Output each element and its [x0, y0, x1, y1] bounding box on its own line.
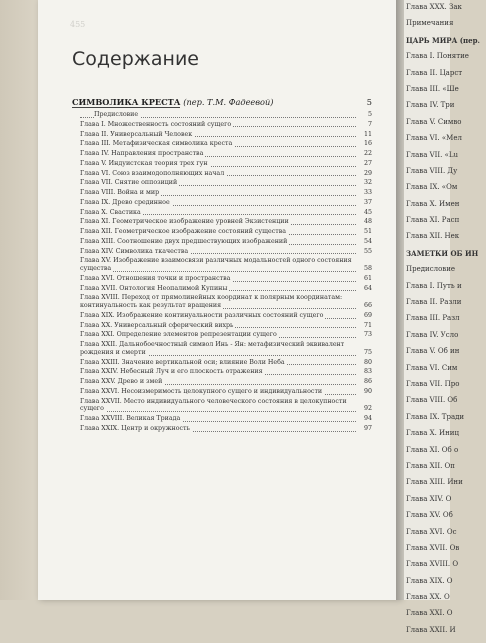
- toc-entry: [80, 378, 372, 386]
- toc-entry-title-text: Глава II. Универсальный Человек: [80, 130, 193, 138]
- toc-entry: [80, 275, 372, 283]
- toc-entry-page: 94: [356, 415, 372, 423]
- right-page-line: Глава II. Разли: [406, 298, 462, 307]
- toc-entry-title-text: Глава XVII. Онтология Неопалимой Купины: [80, 284, 228, 292]
- toc-entry-title-text: Глава IV. Направления пространства: [80, 150, 204, 158]
- right-page-line: Глава XXX. Зак: [406, 3, 462, 11]
- toc-entry-title-text: Глава XXI. Определение элементов репрезентации сущего: [80, 331, 277, 339]
- section-subtitle: (пер. Т.М. Фадеевой): [183, 97, 274, 107]
- toc-entry-title: [80, 238, 356, 246]
- toc-entry-page: 66: [361, 302, 372, 310]
- right-page-lines: [406, 4, 486, 643]
- section-title: [72, 97, 372, 107]
- toc-entry-title-text: Глава IX. Древо срединное: [80, 198, 170, 206]
- toc-entry-title: [80, 248, 356, 256]
- right-page-line: Глава V. Симво: [406, 117, 462, 126]
- toc-entry-title: [80, 209, 356, 217]
- right-page-line: Предисловие: [406, 265, 456, 274]
- toc-entry: [80, 228, 372, 236]
- table-of-contents: [80, 111, 372, 435]
- toc-entry-page: 22: [356, 150, 372, 158]
- toc-entry-page: 64: [356, 285, 372, 293]
- toc-entry-title: [80, 170, 356, 178]
- toc-entry-page: 45: [356, 209, 372, 217]
- toc-entry-title-text: Глава XIII. Соотношение двух предшествующих изображений: [80, 237, 288, 245]
- toc-entry-page: 54: [356, 238, 372, 246]
- toc-entry-page: 5: [356, 111, 372, 119]
- toc-entry-title: [80, 398, 357, 413]
- section-title-text: СИМВОЛИКА КРЕСТА: [72, 97, 181, 107]
- toc-entry-title: [80, 150, 356, 158]
- toc-entry-title-text: Глава XII. Геометрическое изображение состояний существа: [80, 228, 287, 236]
- right-page-line: Глава XVI. Ос: [406, 527, 457, 536]
- right-page-line: Глава I. Понятие: [406, 52, 469, 61]
- right-page-line: Глава XII. Оп: [406, 461, 455, 470]
- toc-entry-title-text: Глава X. Свастика: [80, 208, 141, 216]
- toc-entry: [80, 179, 372, 187]
- toc-entry-title: [80, 322, 356, 330]
- toc-entry: [80, 189, 372, 197]
- right-page-line: Глава VII. «Lu: [406, 150, 459, 159]
- toc-entry-page: 51: [356, 228, 372, 236]
- toc-entry-title-text: Глава XXII. Дальнобоечностный символ Инь - Ян: метафизический эквивалент рождения и смерти: [80, 341, 345, 356]
- toc-entry-title: [80, 199, 356, 207]
- toc-entry: [80, 368, 372, 376]
- toc-entry-title-text: Глава XVI. Отношения точки и пространства: [80, 274, 231, 282]
- toc-entry-title-text: Глава VII. Снятие оппозиций: [80, 179, 178, 187]
- right-page-line: Глава VI. «Мел: [406, 134, 462, 143]
- right-page: [404, 0, 480, 634]
- toc-entry: [80, 312, 372, 320]
- toc-entry-title: [80, 425, 356, 433]
- toc-entry-title-text: Глава XV. Изображение взаимосвязи различных модальностей одного состояния существа: [80, 257, 352, 273]
- toc-entry-title: [80, 415, 356, 423]
- right-page-line: Глава XXII. И: [406, 625, 456, 634]
- toc-entry-page: 69: [356, 312, 372, 320]
- toc-entry-title-text: Глава XXVI. Несоизмеримость целокупного сущего и индивидуальности: [80, 387, 323, 395]
- toc-entry-title: [80, 257, 358, 272]
- toc-entry-title: [80, 341, 359, 356]
- right-page-line: Глава IV. Три: [406, 101, 455, 110]
- toc-entry: [80, 238, 372, 246]
- toc-entry-page: 16: [356, 140, 372, 148]
- right-page-line: Глава XII. Нек: [406, 232, 460, 241]
- toc-entry-title-text: Глава V. Индуистская теория трех гун: [80, 159, 208, 167]
- toc-entry: [80, 150, 372, 158]
- right-page-line: Глава VII. Про: [406, 379, 460, 388]
- toc-entry-page: 73: [356, 331, 372, 339]
- toc-entry: [80, 140, 372, 148]
- toc-entry-page: 61: [356, 275, 372, 283]
- toc-entry-title: [80, 218, 356, 226]
- right-page-line: Примечания: [406, 19, 454, 28]
- toc-entry: [80, 331, 372, 339]
- toc-entry-title-text: Глава XVIII. Переход от прямолинейных координат к полярным координатам: континуальность как результат вращения: [80, 294, 343, 310]
- section-page: 5: [366, 97, 372, 107]
- toc-entry-page: 48: [356, 218, 372, 226]
- right-page-line: Глава IX. «Ом: [406, 183, 458, 192]
- toc-entry-title: [80, 331, 356, 339]
- right-page-line: Глава I. Путь и: [406, 281, 462, 290]
- toc-entry-title: [80, 140, 356, 148]
- toc-entry: [80, 285, 372, 293]
- toc-entry-title: [80, 388, 356, 396]
- toc-entry-title: [80, 312, 356, 320]
- toc-entry-title-text: Глава XXIX. Центр и окружность: [80, 424, 190, 432]
- right-page-line: Глава X. Иниц: [406, 429, 459, 438]
- toc-entry: [80, 257, 372, 272]
- toc-entry-page: 11: [356, 131, 372, 139]
- toc-entry-title-text: Глава XXIV. Небесный Луч и его плоскость отражения: [80, 368, 263, 376]
- toc-entry-page: 90: [356, 388, 372, 396]
- toc-entry: [80, 341, 372, 356]
- toc-entry-title: [80, 160, 356, 168]
- toc-entry-page: 83: [356, 368, 372, 376]
- toc-entry-title-text: Глава III. Метафизическая символика креста: [80, 140, 233, 148]
- right-page-line: Глава VI. Сим: [406, 363, 458, 372]
- toc-entry-title: [80, 368, 356, 376]
- toc-entry: [80, 111, 372, 119]
- ghost-page-number: 455: [70, 20, 86, 29]
- toc-entry-title: [80, 189, 356, 197]
- right-page-line: Глава XVII. Ов: [406, 543, 460, 552]
- right-page-line: Глава IV. Усло: [406, 330, 459, 339]
- right-page-line: Глава III. «Ше: [406, 84, 459, 93]
- toc-entry-title: [94, 111, 356, 119]
- toc-entry-title-text: Глава XXVIII. Великая Триада: [80, 415, 181, 423]
- toc-entry: [80, 359, 372, 367]
- toc-entry-title: [80, 359, 356, 367]
- toc-entry: [80, 209, 372, 217]
- toc-entry-title: [80, 275, 356, 283]
- toc-entry-title-text: Глава XXVII. Место индивидуального человеческого состояния в целокупности сущего: [80, 397, 347, 413]
- toc-entry-title-text: Глава XIV. Символика ткачества: [80, 247, 189, 255]
- right-page-line: Глава XI. Об о: [406, 445, 459, 454]
- right-page-line: Глава XIII. Ини: [406, 478, 463, 487]
- toc-entry-page: 75: [359, 349, 372, 357]
- toc-entry: [80, 388, 372, 396]
- right-page-line: Глава XIX. О: [406, 576, 453, 585]
- right-page-line: Глава IX. Тради: [406, 412, 465, 421]
- right-page-line: Глава VIII. Ду: [406, 166, 458, 175]
- right-page-line: Глава XV. Об: [406, 511, 453, 520]
- toc-entry-title-text: Глава XI. Геометрическое изображение уровней Экзистенции: [80, 218, 289, 226]
- right-page-line: Глава XVIII. О: [406, 560, 459, 569]
- toc-entry-page: 55: [356, 248, 372, 256]
- toc-entry: [80, 121, 372, 129]
- toc-entry: [80, 218, 372, 226]
- toc-entry-title: [80, 179, 356, 187]
- page-title: Содержание: [72, 48, 199, 70]
- toc-entry-title-text: Глава I. Множественность состояний сущего: [80, 120, 232, 128]
- toc-entry-page: 58: [358, 265, 372, 273]
- right-page-line: Глава II. Царст: [406, 68, 463, 77]
- toc-entry: [80, 322, 372, 330]
- right-page-line: Глава XX. О: [406, 593, 450, 602]
- toc-entry-title-text: Глава VIII. Война и мир: [80, 189, 160, 197]
- right-page-line: ЦАРЬ МИРА (пер.: [406, 35, 480, 45]
- toc-entry: [80, 131, 372, 139]
- toc-entry: [80, 248, 372, 256]
- right-page-line: ЗАМЕТКИ ОБ ИН: [406, 248, 479, 258]
- toc-entry: [80, 398, 372, 413]
- right-page-line: Глава XXI. О: [406, 609, 453, 618]
- toc-entry-page: 7: [356, 121, 372, 129]
- toc-entry-title: [80, 121, 356, 129]
- toc-entry-page: 97: [356, 425, 372, 433]
- toc-entry-page: 86: [356, 378, 372, 386]
- toc-entry-title-text: Глава XXIII. Значение вертикальной оси; влияние Воли Неба: [80, 358, 285, 366]
- right-page-line: Глава XIV. О: [406, 494, 452, 503]
- toc-entry: [80, 160, 372, 168]
- toc-entry-title: [80, 378, 356, 386]
- toc-entry-title-text: Предисловие: [94, 111, 139, 118]
- toc-entry: [80, 415, 372, 423]
- toc-entry-title: [80, 285, 356, 293]
- toc-entry: [80, 199, 372, 207]
- toc-entry-title-text: Глава XIX. Изображение континуальности различных состояний сущего: [80, 311, 324, 319]
- right-page-line: Глава XI. Расп: [406, 216, 460, 225]
- toc-entry-title-text: Глава XX. Универсальный сферический вихрь: [80, 321, 234, 329]
- toc-entry: [80, 425, 372, 433]
- toc-entry-page: 32: [356, 179, 372, 187]
- toc-entry-title: [80, 228, 356, 236]
- toc-entry-page: 29: [356, 170, 372, 178]
- toc-entry-page: 71: [356, 322, 372, 330]
- toc-entry-page: 27: [356, 160, 372, 168]
- toc-entry-title: [80, 294, 361, 309]
- right-page-line: Глава X. Имен: [406, 199, 460, 208]
- toc-entry-title-text: Глава VI. Союз взаимодополняющих начал: [80, 169, 225, 177]
- toc-entry-page: 92: [357, 405, 372, 413]
- toc-entry-page: 80: [356, 359, 372, 367]
- toc-entry-page: 33: [356, 189, 372, 197]
- toc-entry: [80, 170, 372, 178]
- right-page-line: Глава VIII. Об: [406, 396, 458, 405]
- toc-entry: [80, 294, 372, 309]
- toc-entry-title: [80, 131, 356, 139]
- toc-entry-page: 37: [356, 199, 372, 207]
- right-page-line: Глава V. Об ин: [406, 347, 460, 356]
- toc-entry-title-text: Глава XXV. Древо и змей: [80, 378, 163, 386]
- right-page-line: Глава III. Разл: [406, 314, 460, 323]
